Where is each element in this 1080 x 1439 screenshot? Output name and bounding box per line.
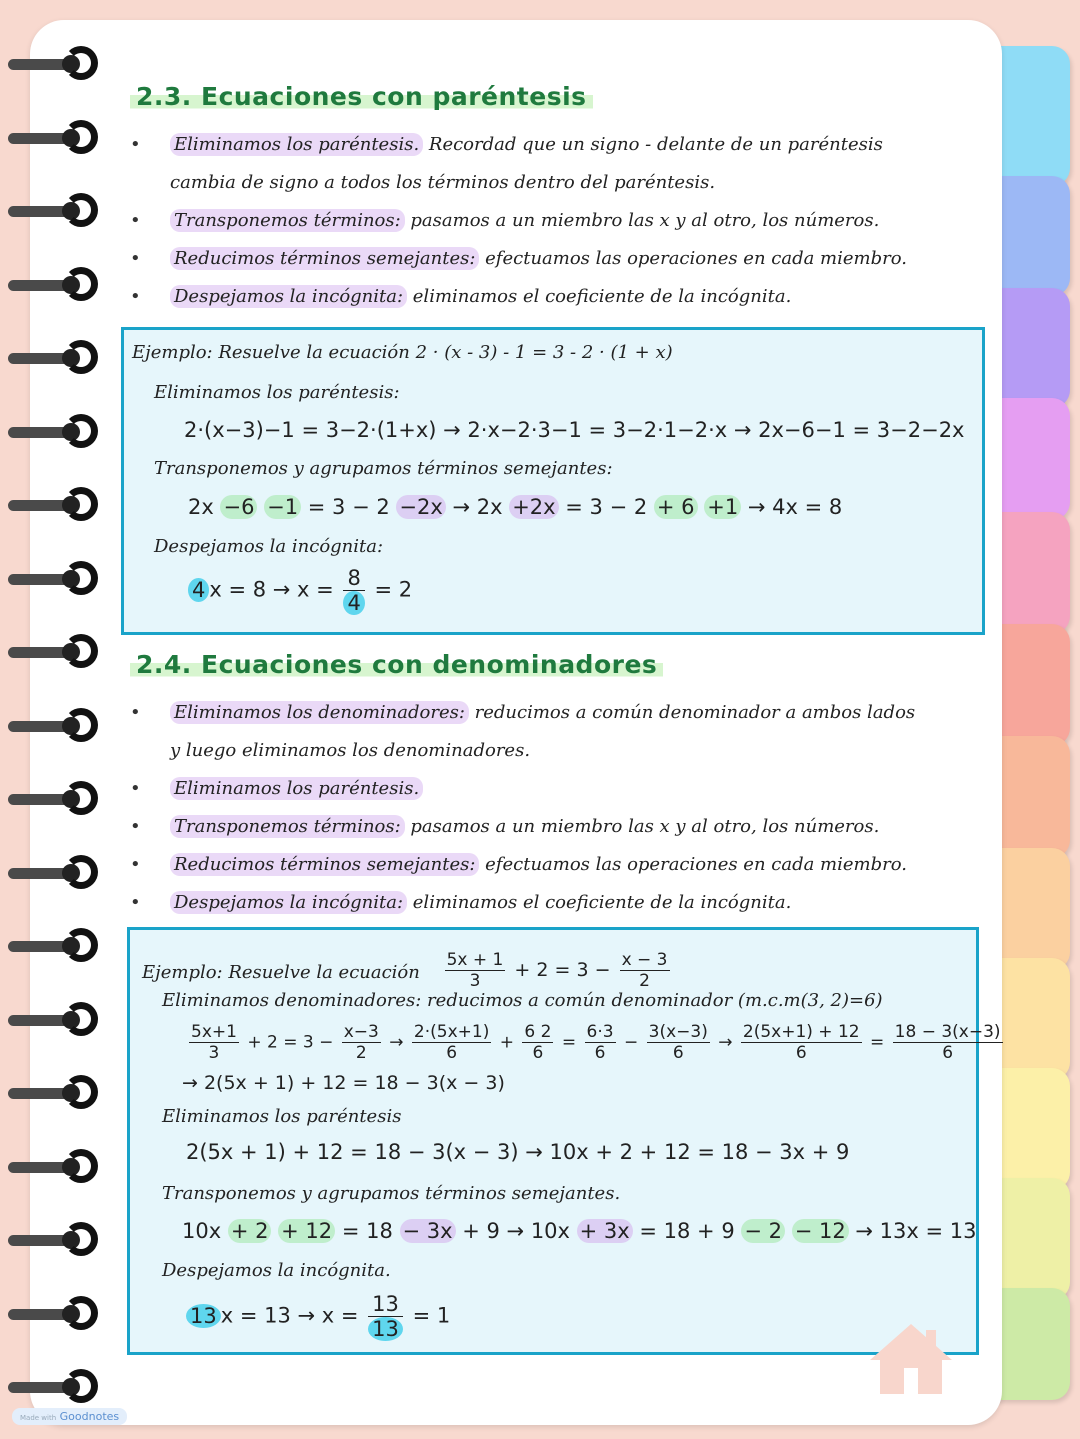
tab-4[interactable] (990, 398, 1070, 520)
step-math: 2(5x + 1) + 12 = 18 − 3(x − 3) → 10x + 2 + 12 = 18 − 3x + 9 (186, 1140, 850, 1164)
example-intro: Ejemplo: Resuelve la ecuación 2 · (x - 3) - 1 = 3 - 2 · (1 + x) (132, 342, 673, 363)
spiral-ring (8, 191, 104, 231)
step-math: 10x + 2 + 12 = 18 − 3x + 9 → 10x + 3x = 18 + 9 − 2 − 12 → 13x = 13 (182, 1219, 977, 1243)
list-item: • Transponemos términos: pasamos a un miembro las x y al otro, los números. (130, 202, 970, 240)
spiral-ring (8, 1073, 104, 1113)
list-item: • Eliminamos los paréntesis. (130, 770, 970, 808)
list-item: • Despejamos la incógnita: eliminamos el coeficiente de la incógnita. (130, 884, 970, 922)
step-math: 4 x = 8 → x = $\frac{8}{4}$ = 2 (188, 566, 412, 615)
section-2-4-steps (130, 694, 970, 922)
tab-10[interactable] (990, 1068, 1070, 1190)
example-intro: Ejemplo: Resuelve la ecuación $\frac{5x + 1}{3}$ + 2 = 3 − $\frac{x - 3}{2}$ (142, 950, 668, 991)
tab-3[interactable] (990, 288, 1070, 408)
spiral-ring (8, 485, 104, 525)
list-item: • Reducimos términos semejantes: efectuamos las operaciones en cada miembro. (130, 240, 970, 278)
spiral-ring (8, 853, 104, 893)
tab-6[interactable] (990, 624, 1070, 746)
home-icon[interactable] (866, 1318, 956, 1398)
step-math: 2·(x−3)−1 = 3−2·(1+x) → 2·x−2·3−1 = 3−2·1−2·x → 2x−6−1 = 3−2−2x (184, 418, 965, 442)
step-label: Transponemos y agrupamos términos semejantes. (162, 1183, 621, 1204)
list-item: • Eliminamos los paréntesis. Recordad que un signo - delante de un paréntesis cambia de signo a todos los términos dentro del paréntesis. (130, 126, 970, 202)
tab-1[interactable] (990, 46, 1070, 186)
spiral-ring (8, 559, 104, 599)
list-item: • Despejamos la incógnita: eliminamos el coeficiente de la incógnita. (130, 278, 970, 316)
step-label: Eliminamos los paréntesis (162, 1106, 402, 1127)
spiral-ring (8, 1147, 104, 1187)
tab-7[interactable] (990, 736, 1070, 858)
step-label: Despejamos la incógnita: (154, 536, 384, 557)
spiral-ring (8, 779, 104, 819)
tab-5[interactable] (990, 512, 1070, 634)
goodnotes-badge: Made with Goodnotes (12, 1408, 127, 1425)
step-math: $\frac{5x+1}{3}$ + 2 = 3 − $\frac{x-3}{2}$ → $\frac{2\cdot(5x+1)}{6}$ + $\frac{6 2}{6}$ = $\frac{6\cdot 3}{6}$ − $\frac{3(x-3)}{6}$ → $\frac{2(5x+1) + 12}{6}$ = $\frac{18 - 3(x-3)}{6}$ (191, 1022, 1001, 1063)
spiral-ring (8, 1294, 104, 1334)
spiral-ring (8, 1220, 104, 1260)
section-title-2-4: 2.4. Ecuaciones con denominadores (130, 650, 663, 679)
spiral-ring (8, 265, 104, 305)
step-label: Transponemos y agrupamos términos semejantes: (154, 458, 613, 479)
spiral-ring (8, 926, 104, 966)
spiral-ring (8, 412, 104, 452)
step-label: Despejamos la incógnita. (162, 1260, 391, 1281)
tab-2[interactable] (990, 176, 1070, 296)
example-box-2-3 (121, 327, 985, 635)
section-title-2-3: 2.3. Ecuaciones con paréntesis (130, 82, 593, 111)
section-2-3-steps (130, 126, 970, 316)
spiral-ring (8, 632, 104, 672)
step-math: 2x −6 −1 = 3 − 2 −2x → 2x +2x = 3 − 2 + 6 +1 → 4x = 8 (188, 495, 843, 519)
step-math: 13 x = 13 → x = $\frac{13}{13}$ = 1 (186, 1292, 450, 1341)
example-box-2-4 (127, 927, 1001, 1355)
tab-12[interactable] (990, 1288, 1070, 1400)
step-math: → 2(5x + 1) + 12 = 18 − 3(x − 3) (182, 1072, 505, 1094)
spiral-ring (8, 1367, 104, 1407)
step-label: Eliminamos los paréntesis: (154, 382, 400, 403)
tab-8[interactable] (990, 848, 1070, 970)
step-label: Eliminamos denominadores: reducimos a común denominador (m.c.m(3, 2)=6) (162, 990, 883, 1011)
spiral-ring (8, 338, 104, 378)
spiral-ring (8, 1000, 104, 1040)
list-item: • Eliminamos los denominadores: reducimos a común denominador a ambos lados y luego eliminamos los denominadores. (130, 694, 970, 770)
list-item: • Transponemos términos: pasamos a un miembro las x y al otro, los números. (130, 808, 970, 846)
list-item: • Reducimos términos semejantes: efectuamos las operaciones en cada miembro. (130, 846, 970, 884)
spiral-ring (8, 118, 104, 158)
spiral-ring (8, 44, 104, 84)
spiral-ring (8, 706, 104, 746)
tab-11[interactable] (990, 1178, 1070, 1300)
